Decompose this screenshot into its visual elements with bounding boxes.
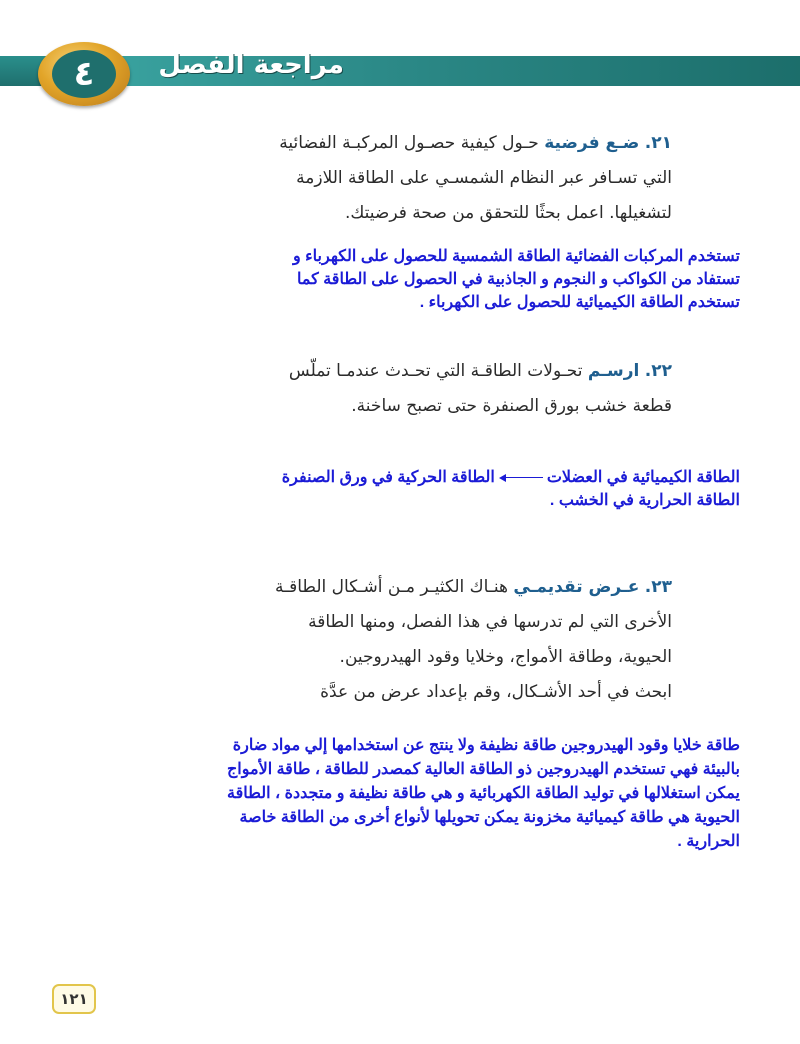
answer-22 (120, 466, 740, 512)
answer-21-line-1: تستخدم المركبات الفضائية الطاقة الشمسية للحصول على الكهرباء و (292, 248, 740, 265)
answer-23-line-1: طاقة خلايا وقود الهيدروجين طاقة نظيفة ولا ينتج عن استخدامها إلي مواد ضارة (232, 737, 740, 754)
question-keyword: عـرض تقديمـي (513, 577, 640, 597)
answer-21 (120, 245, 740, 314)
chapter-number: ٤ (73, 54, 95, 94)
question-23-line-1 (232, 570, 672, 605)
answer-23-line-3: يمكن استغلالها في توليد الطاقة الكهربائية و هي طاقة نظيفة و متجددة ، الطاقة (227, 785, 740, 802)
energy-to: الطاقة الحركية في ورق الصنفرة (281, 469, 495, 486)
answer-22-line-2: الطاقة الحرارية في الخشب . (549, 492, 740, 509)
question-23-line-2: الأخرى التي لم تدرسها في هذا الفصل، ومنها الطاقة (308, 612, 672, 632)
question-23-line-4: ابحث في أحد الأشـكال، وقم بإعداد عرض من عدَّة (320, 682, 672, 702)
question-keyword: ضـع فرضية (544, 133, 640, 153)
question-number: ٢١. (644, 133, 672, 153)
question-text: تحـولات الطاقـة التي تحـدث عندمـا تملّس (288, 361, 583, 381)
question-21-line-2: التي تسـافر عبر النظام الشمسـي على الطاقة اللازمة (296, 168, 672, 188)
answer-23-line-2: بالبيئة فهي تستخدم الهيدروجين ذو الطاقة العالية كمصدر للطاقة ، طاقة الأمواج (226, 761, 740, 778)
page-number: ١٢١ (52, 984, 96, 1014)
energy-from: الطاقة الكيميائية في العضلات (546, 469, 740, 486)
answer-23-line-5: الحرارية . (677, 833, 740, 850)
answer-21-line-3: تستخدم الطاقة الكيميائية للحصول على الكهرباء . (419, 294, 740, 311)
question-21-line-1 (232, 126, 672, 161)
question-text: هنـاك الكثيـر مـن أشـكال الطاقـة (275, 577, 508, 597)
question-text: حـول كيفية حصـول المركبـة الفضائية (279, 133, 539, 153)
question-22-line-1 (232, 354, 672, 389)
question-number: ٢٣. (644, 577, 672, 597)
arrow-left-icon (499, 473, 543, 483)
answer-23-line-4: الحيوية هي طاقة كيميائية مخزونة يمكن تحويلها لأنواع أخرى من الطاقة خاصة (239, 809, 740, 826)
answer-21-line-2: تستفاد من الكواكب و النجوم و الجاذبية في الحصول على الطاقة كما (297, 271, 740, 288)
answer-23 (100, 734, 740, 854)
question-keyword: ارسـم (587, 361, 640, 381)
question-number: ٢٢. (644, 361, 672, 381)
chapter-review-title: مراجعة الفصل (158, 50, 344, 80)
question-21 (232, 126, 672, 231)
answer-22-line-1 (120, 466, 740, 489)
question-21-line-3: لتشغيلها. اعمل بحثًا للتحقق من صحة فرضيتك. (344, 203, 672, 223)
question-23 (232, 570, 672, 710)
question-23-line-3: الحيوية، وطاقة الأمواج، وخلايا وقود الهيدروجين. (339, 647, 672, 667)
chapter-header (0, 38, 800, 110)
question-22-line-2: قطعة خشب بورق الصنفرة حتى تصبح ساخنة. (351, 396, 672, 416)
question-22 (232, 354, 672, 424)
